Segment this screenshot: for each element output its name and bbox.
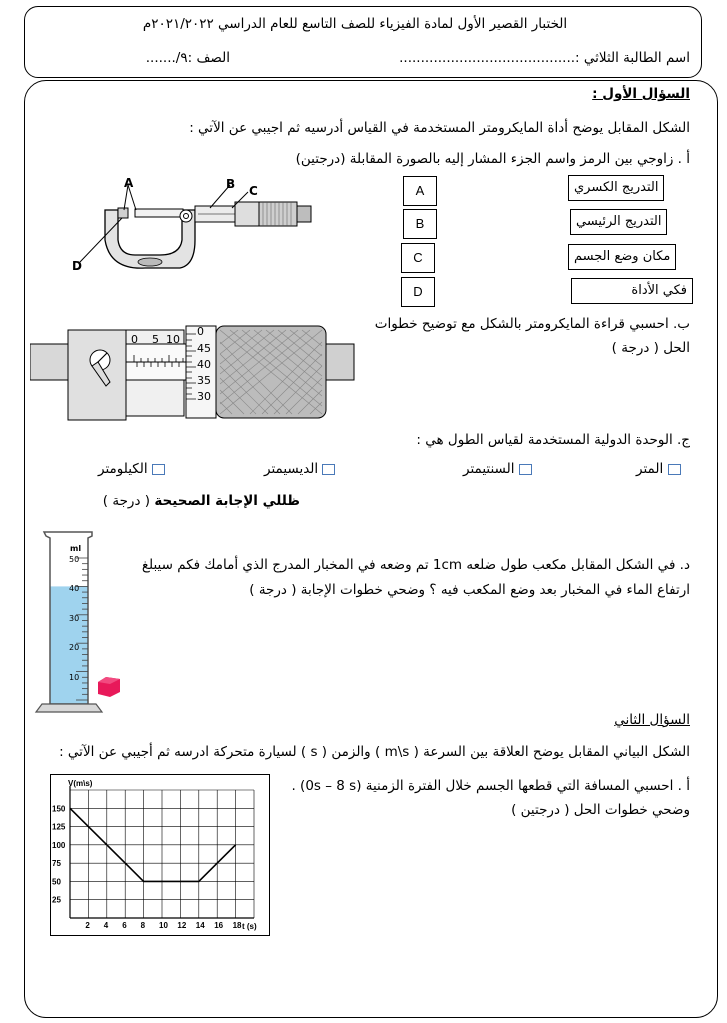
chart-x-tick: 2 [85,921,90,930]
chart-x-tick: 12 [177,921,187,930]
cylinder-tick-20: 20 [69,643,80,652]
student-name-field: اسم الطالبة الثلاثي :......................................... [399,50,690,66]
chart-y-tick: 50 [52,877,61,887]
main-scale-label-10: 10 [166,333,180,346]
chart-x-tick: 10 [159,921,168,930]
code-box-b: B [403,209,437,239]
part-box-object-place: مكان وضع الجسم [568,244,676,270]
q1-d-line1: د. في الشكل المقابل مكعب طول ضلعه 1cm تم وضعه في المخبار المدرج الذي أمامك فكم سيبلغ [141,557,690,573]
chart-x-tick: 14 [195,921,205,930]
part-box-fractional-scale: التدريج الكسري [568,175,664,201]
q2-title: السؤال الثاني [614,712,690,728]
q1-c-note [102,493,300,509]
option-centimeter[interactable] [463,461,532,477]
velocity-time-chart [50,774,270,936]
code-box-d: D [401,277,435,307]
chart-x-tick: 6 [122,921,127,930]
code-box-c: C [401,243,435,273]
option-meter-checkbox[interactable] [668,464,681,475]
main-scale-label-0: 0 [131,333,138,346]
part-box-main-scale: التدريج الرئيسي [570,209,667,235]
option-decimeter-checkbox[interactable] [322,464,335,475]
chart-y-tick: 75 [52,859,61,869]
option-decimeter[interactable] [264,461,335,477]
option-kilometer-checkbox[interactable] [152,464,165,475]
micrometer-figure [60,170,340,285]
chart-y-tick: 150 [52,804,66,814]
figure-label-d: D [72,259,82,273]
cube [96,676,122,698]
code-box-a: A [403,176,437,206]
q1-intro: الشكل المقابل يوضح أداة المايكرومتر المستخدمة في القياس أدرسيه ثم اجيبي عن الآتي : [189,120,690,136]
cylinder-tick-50: 50 [69,555,80,564]
thimble-label-30: 30 [197,390,211,403]
option-kilometer[interactable] [98,461,165,477]
q1-c-mark: ( درجة ) [102,493,151,509]
cylinder-tick-10: 10 [69,673,80,682]
chart-x-tick: 8 [140,921,146,930]
chart-x-tick: 18 [232,921,242,930]
chart-y-tick: 125 [52,822,66,832]
cylinder-unit: ml [70,544,82,553]
chart-y-tick: 25 [52,895,61,905]
cylinder-tick-40: 40 [69,584,80,593]
thimble-label-35: 35 [197,374,211,387]
chart-x-tick: 4 [103,921,109,930]
option-meter[interactable] [636,461,681,477]
figure-label-b: B [226,177,236,191]
q1-b-line2: الحل ( درجة ) [611,340,690,356]
main-scale-label-5: 5 [152,333,159,346]
chart-x-label: t (s) [242,922,257,931]
option-meter-label: المتر [636,461,664,477]
class-field: الصف :٩/....... [145,50,230,66]
option-kilometer-label: الكيلومتر [98,461,148,477]
option-centimeter-label: السنتيمتر [463,461,515,477]
exam-title: الختبار القصير الأول لمادة الفيزياء للصف التاسع للعام الدراسي ٢٠٢١/٢٠٢٢م [142,16,568,32]
chart-x-tick: 16 [214,921,224,930]
micrometer-reading-figure [30,322,355,422]
figure-label-a: A [124,176,134,190]
q2-a-line1: أ . احسبي المسافة التي قطعها الجسم خلال الفترة الزمنية (0s – 8 s) . [291,778,690,794]
thimble-label-45: 45 [197,342,211,355]
thimble-label-40: 40 [197,358,211,371]
q1-a-text: أ . زاوجي بين الرمز واسم الجزء المشار إليه بالصورة المقابلة (درجتين) [295,151,690,167]
q1-c-text: ج. الوحدة الدولية المستخدمة لقياس الطول هي : [416,432,690,448]
q1-c-note-text: ظللي الإجابة الصحيحة [154,493,300,509]
chart-y-label: V(m\s) [68,779,93,788]
figure-label-c: C [249,184,258,198]
chart-y-tick: 100 [52,840,66,850]
q2-intro: الشكل البياني المقابل يوضح العلاقة بين السرعة ( m\s ) والزمن ( s ) لسيارة متحركة ادرسه ثم أجيبي عن الآتي : [59,744,690,760]
option-decimeter-label: الديسيمتر [264,461,319,477]
q1-title: السؤال الأول : [592,86,690,102]
q1-d-line2: ارتفاع الماء في المخبار بعد وضع المكعب فيه ؟ وضحي خطوات الإجابة ( درجة ) [249,582,690,598]
cylinder-tick-30: 30 [69,614,80,623]
q1-b-line1: ب. احسبي قراءة المايكرومتر بالشكل مع توضيح خطوات [374,316,690,332]
thimble-label-0: 0 [197,325,204,338]
q2-a-line2: وضحي خطوات الحل ( درجتين ) [511,802,690,818]
option-centimeter-checkbox[interactable] [519,464,532,475]
part-box-jaws: فكي الأداة [571,278,693,304]
